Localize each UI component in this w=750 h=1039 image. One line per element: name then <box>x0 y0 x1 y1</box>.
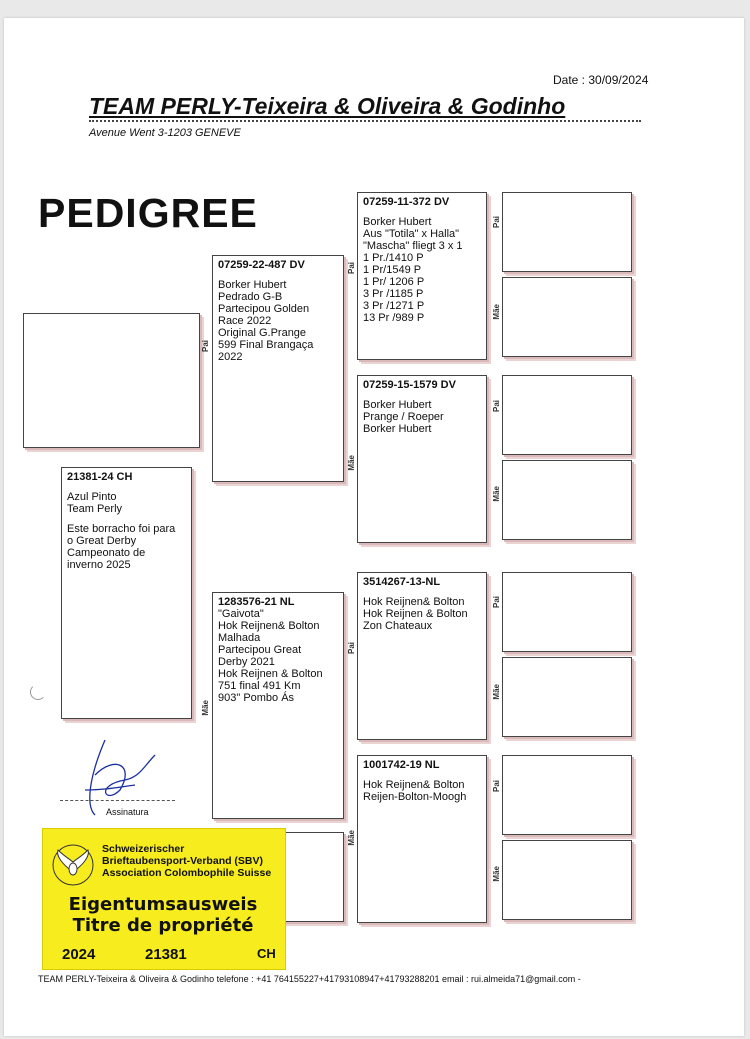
ggp-label: Pai <box>492 780 501 793</box>
gp1-line: Aus "Totila" x Halla" <box>363 228 460 240</box>
ggp-box <box>502 192 632 272</box>
dam-line: Hok Reijnen & Bolton <box>218 668 323 680</box>
sire-line: Original G.Prange <box>218 327 307 339</box>
dam-line: Malhada <box>218 632 261 644</box>
ggp-box <box>502 572 632 652</box>
card-title-de: Eigentumsausweis <box>68 894 258 915</box>
card-title-fr: Titre de propriété <box>72 915 254 936</box>
gp4-ring: 1001742-19 NL <box>363 759 440 771</box>
gp2-label: Mãe <box>347 455 356 471</box>
gp3-box <box>357 572 487 740</box>
subject-note: o Great Derby <box>67 535 137 547</box>
gp3-label: Pai <box>347 642 356 655</box>
ggp-box <box>502 277 632 357</box>
sire-line: Borker Hubert <box>218 279 287 291</box>
sire-line: Race 2022 <box>218 315 272 327</box>
association-name <box>102 843 271 879</box>
signature-line <box>60 800 175 801</box>
footer-contact: TEAM PERLY-Teixeira & Oliveira & Godinho telefone : +41 764155227+41793108947+41793288201 email : rui.almeida71@gmail.com - <box>38 974 581 984</box>
sire-ring: 07259-22-487 DV <box>218 259 305 271</box>
dam-line: Hok Reijnen& Bolton <box>218 620 320 632</box>
sire-label: Pai <box>201 340 210 353</box>
association-line: Association Colombophile Suisse <box>102 867 272 879</box>
subject-box <box>61 467 192 719</box>
card-country: CH <box>257 946 276 961</box>
subject-line: Azul Pinto <box>67 491 117 503</box>
date-label: Date : 30/09/2024 <box>553 73 649 87</box>
dam-line: 903" Pombo Ás <box>218 692 295 704</box>
dove-logo-icon <box>50 842 96 888</box>
punch-hole <box>30 684 46 700</box>
page-title: PEDIGREE <box>38 190 258 236</box>
card-year: 2024 <box>62 946 96 963</box>
ggp-box <box>502 840 632 920</box>
ggp-label: Mãe <box>492 684 501 700</box>
gp1-label: Pai <box>347 262 356 275</box>
photo-box <box>23 313 200 448</box>
ggp-box <box>502 755 632 835</box>
ggp-label: Mãe <box>492 866 501 882</box>
subject-note: inverno 2025 <box>67 559 131 571</box>
dam-label: Mãe <box>201 700 210 716</box>
gp1-line: 13 Pr /989 P <box>363 312 425 324</box>
card-number: 21381 <box>145 946 187 963</box>
gp2-box <box>357 375 487 543</box>
gp3-line: Zon Chateaux <box>363 620 433 632</box>
sire-box <box>212 255 344 482</box>
association-line: Schweizerischer <box>102 843 185 855</box>
gp1-box <box>357 192 487 360</box>
gp4-line: Hok Reijnen& Bolton <box>363 779 465 791</box>
gp3-line: Hok Reijnen& Bolton <box>363 596 465 608</box>
ggp-box <box>502 375 632 455</box>
association-line: Brieftaubensport-Verband (SBV) <box>102 855 264 867</box>
gp2-line: Prange / Roeper <box>363 411 444 423</box>
gp1-line: 1 Pr/1549 P <box>363 264 422 276</box>
gp2-line: Borker Hubert <box>363 423 432 435</box>
card-title <box>42 894 284 936</box>
dotted-divider <box>89 120 641 122</box>
ggp-label: Pai <box>492 400 501 413</box>
gp1-ring: 07259-11-372 DV <box>363 196 450 208</box>
ggp-label: Pai <box>492 596 501 609</box>
sire-line: Partecipou Golden <box>218 303 310 315</box>
sire-line: Pedrado G-B <box>218 291 283 303</box>
dam-line: 751 final 491 Km <box>218 680 301 692</box>
dam-box <box>212 592 344 819</box>
ggp-label: Mãe <box>492 486 501 502</box>
gp1-line: Borker Hubert <box>363 216 432 228</box>
dam-ring: 1283576-21 NL <box>218 596 295 608</box>
gp1-line: "Mascha" fliegt 3 x 1 <box>363 240 463 252</box>
ggp-box <box>502 657 632 737</box>
ggp-label: Mãe <box>492 304 501 320</box>
gp4-box <box>357 755 487 923</box>
ggp-label: Pai <box>492 216 501 229</box>
subject-line: Team Perly <box>67 503 123 515</box>
gp2-line: Borker Hubert <box>363 399 432 411</box>
gp4-line: Reijen-Bolton-Moogh <box>363 791 467 803</box>
sire-line: 599 Final Brangaça <box>218 339 314 351</box>
gp1-line: 3 Pr /1185 P <box>363 288 424 300</box>
dam-line: Derby 2021 <box>218 656 275 668</box>
ggp-box <box>502 460 632 540</box>
subject-note: Campeonato de <box>67 547 146 559</box>
gp2-ring: 07259-15-1579 DV <box>363 379 456 391</box>
gp1-line: 3 Pr /1271 P <box>363 300 425 312</box>
dam-line: Partecipou Great <box>218 644 302 656</box>
gp1-line: 1 Pr/ 1206 P <box>363 276 425 288</box>
signature-label: Assinatura <box>106 807 149 817</box>
gp3-line: Hok Reijnen & Bolton <box>363 608 468 620</box>
gp1-line: 1 Pr./1410 P <box>363 252 424 264</box>
dam-line: "Gaivota" <box>218 608 264 620</box>
subject-note: Este borracho foi para <box>67 523 176 535</box>
team-address: Avenue Went 3-1203 GENEVE <box>89 127 241 139</box>
gp4-label: Mãe <box>347 830 356 846</box>
team-name: TEAM PERLY-Teixeira & Oliveira & Godinho <box>89 93 566 119</box>
gp3-ring: 3514267-13-NL <box>363 576 441 588</box>
subject-ring: 21381-24 CH <box>67 471 133 483</box>
sire-line: 2022 <box>218 351 243 363</box>
